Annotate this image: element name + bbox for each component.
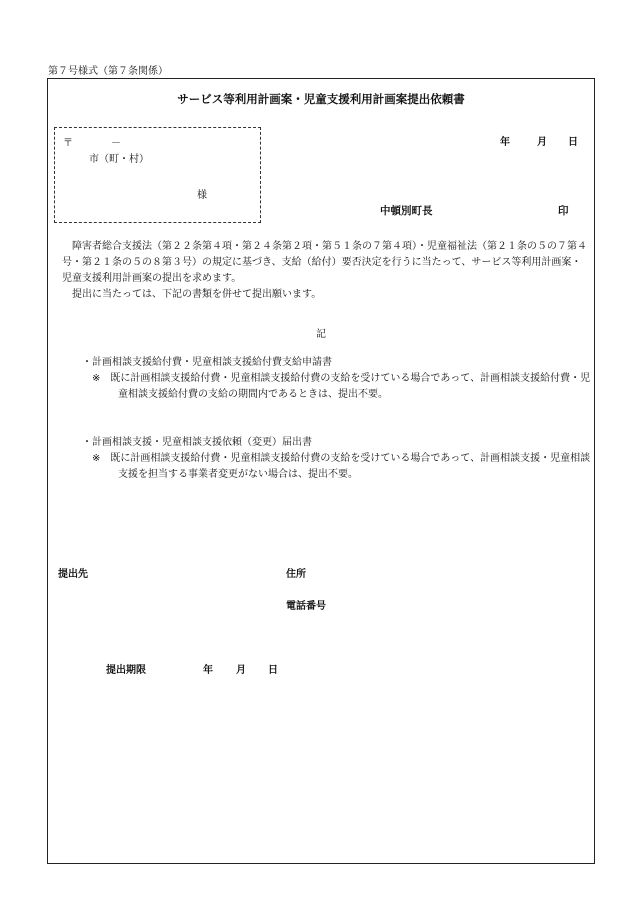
form-number: 第７号様式（第７条関係） [48,66,168,77]
address-label: 住所 [286,569,306,580]
phone-label: 電話番号 [286,601,326,612]
body-text [62,239,587,303]
deadline-day: 日 [268,665,278,676]
deadline-year: 年 [203,665,213,676]
required-document-1-title: ・計画相談支援給付費・児童相談支援給付費支給申請書 [82,357,332,368]
required-document-1 [82,355,592,403]
ki-heading: 記 [316,329,326,340]
document-frame [47,78,595,864]
body-paragraph-2: 提出に当たっては、下記の書類を併せて提出願います。 [72,289,322,300]
required-document-1-note: ※ 既に計画相談支援給付費・児童相談支援給付費の支給を受けている場合であって、計画相談支援給付費・児童相談支援給付費の支給の期間内であるときは、提出不要。 [92,373,591,400]
date-month: 月 [537,137,547,148]
required-document-2-title: ・計画相談支援・児童相談支援依頼（変更）届出書 [82,437,312,448]
sama-label: 様 [197,190,207,201]
destination-label: 提出先 [58,569,88,580]
date-year: 年 [500,137,510,148]
postal-dash: － [111,138,121,149]
city-line: 市（町・村） [89,154,149,165]
issuer-name: 中頓別町長 [380,205,433,217]
deadline-label: 提出期限 [106,665,146,676]
body-paragraph-1: 障害者総合支援法（第２２条第４項・第２４条第２項・第５１条の７第４項）・児童福祉法（第２１条の５の７第４号・第２１条の５の８第３号）の規定に基づき、支給（給付）要否決定を行うに当たって、サービス等利用計画案・児童支援利用計画案の提出を求めます。 [62,241,587,284]
required-document-2 [82,435,592,483]
seal-mark: 印 [558,205,569,217]
deadline-month: 月 [236,665,246,676]
postal-mark: 〒 [63,138,73,149]
date-day: 日 [568,137,578,148]
document-title: サービス等利用計画案・児童支援利用計画案提出依頼書 [177,92,465,106]
recipient-address-box [54,127,261,223]
required-document-2-note: ※ 既に計画相談支援給付費・児童相談支援給付費の支給を受けている場合であって、計画相談支援・児童相談支援を担当する事業者変更がない場合は、提出不要。 [92,453,591,480]
